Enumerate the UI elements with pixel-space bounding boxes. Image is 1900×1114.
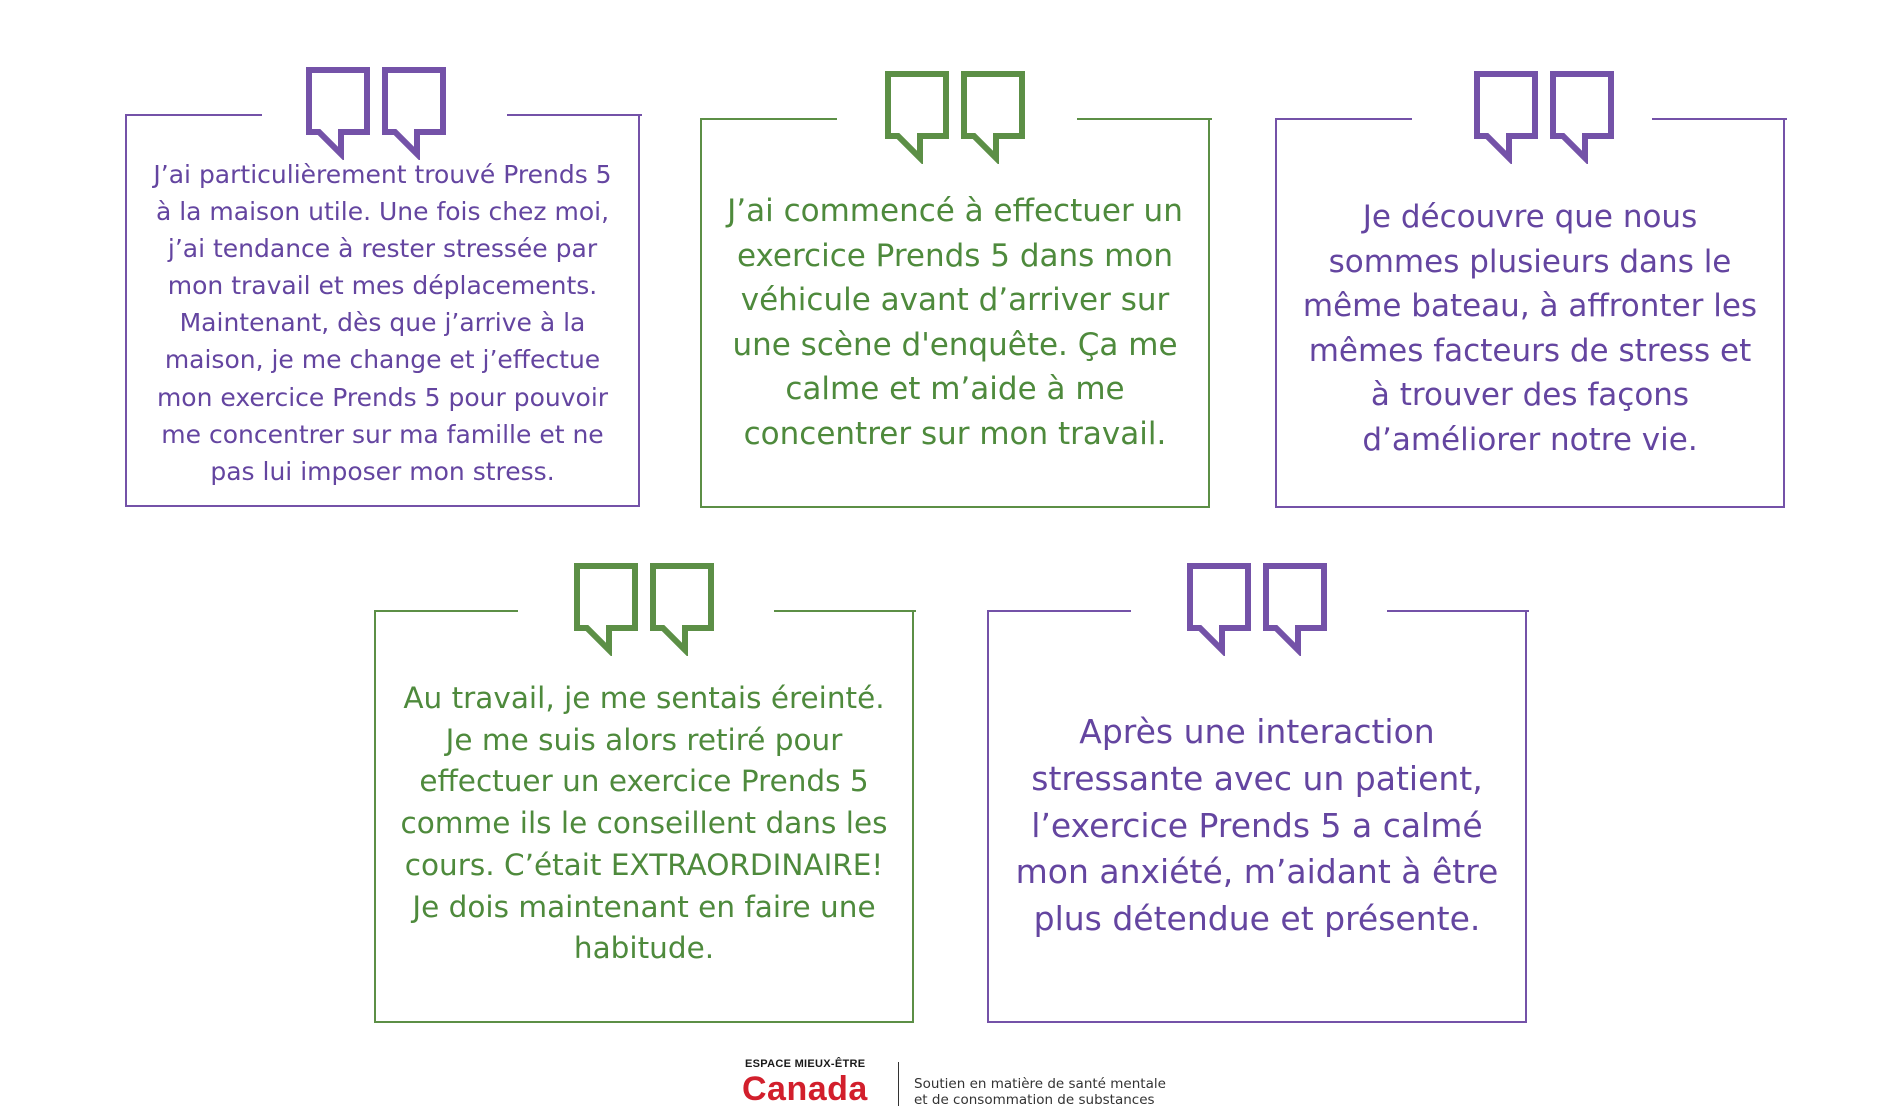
quote-line: à trouver des façons: [1370, 377, 1690, 413]
card-top-border: [507, 114, 642, 116]
wellness-canada-logo: [740, 1058, 1220, 1108]
card-top-border: [1387, 610, 1529, 612]
card-top-border: [1077, 118, 1212, 120]
quote-line: mon anxiété, m’aidant à être: [1015, 852, 1499, 892]
testimonial-quote: [1285, 195, 1775, 462]
quote-line: à la maison utile. Une fois chez moi,: [155, 197, 610, 227]
testimonial-quote: [384, 678, 904, 970]
card-top-border: [1652, 118, 1787, 120]
testimonial-card-4: [374, 610, 914, 1023]
quote-line: comme ils le conseillent dans les: [400, 806, 888, 841]
quote-line: mon travail et mes déplacements.: [167, 271, 598, 301]
testimonial-card-1: [125, 114, 640, 507]
testimonial-quote: [135, 156, 630, 490]
logo-subtitle: [914, 1076, 1166, 1108]
quote-line: J’ai commencé à effectuer un: [727, 193, 1183, 229]
quote-line: habitude.: [573, 931, 715, 966]
quote-line: Je me suis alors retiré pour: [445, 722, 843, 757]
speech-quote-icon: [884, 70, 1030, 164]
quote-line: pas lui imposer mon stress.: [210, 456, 555, 486]
card-top-border: [127, 114, 262, 116]
speech-quote-icon: [1186, 562, 1332, 656]
quote-line: calme et m’aide à me: [785, 371, 1125, 407]
quote-line: Maintenant, dès que j’arrive à la: [179, 308, 586, 338]
quote-line: stressante avec un patient,: [1031, 758, 1483, 798]
quote-line: maison, je me change et j’effectue: [164, 345, 601, 375]
quote-line: J’ai particulièrement trouvé Prends 5: [153, 160, 612, 189]
quote-line: l’exercice Prends 5 a calmé: [1031, 805, 1483, 845]
testimonial-card-3: [1275, 118, 1785, 508]
quote-line: me concentrer sur ma famille et ne: [161, 419, 604, 449]
quote-line: mêmes facteurs de stress et: [1308, 332, 1752, 369]
quote-line: Au travail, je me sentais éreinté.: [403, 681, 885, 715]
quote-line: Je découvre que nous: [1362, 199, 1698, 235]
quote-line: même bateau, à affronter les: [1302, 288, 1758, 324]
quote-line: mon exercice Prends 5 pour pouvoir: [156, 382, 609, 412]
speech-quote-icon: [305, 66, 451, 160]
testimonial-card-2: [700, 118, 1210, 508]
quote-line: concentrer sur mon travail.: [743, 415, 1167, 452]
quote-line: exercice Prends 5 dans mon: [736, 237, 1173, 274]
testimonial-quote: [710, 189, 1200, 456]
quote-line: j’ai tendance à rester stressée par: [167, 234, 598, 264]
quote-line: effectuer un exercice Prends 5: [419, 764, 869, 799]
logo-divider: [898, 1062, 899, 1106]
card-top-border: [1277, 118, 1412, 120]
quote-line: sommes plusieurs dans le: [1328, 243, 1732, 280]
card-top-border: [702, 118, 837, 120]
logo-subtitle-line: Soutien en matière de santé mentale: [914, 1076, 1166, 1092]
card-top-border: [989, 610, 1131, 612]
logo-subtitle-line: et de consommation de substances: [914, 1092, 1155, 1108]
quote-line: véhicule avant d’arriver sur: [740, 282, 1170, 318]
quote-line: Après une interaction: [1079, 712, 1435, 751]
quote-line: d’améliorer notre vie.: [1362, 421, 1698, 458]
testimonial-quote: [997, 709, 1517, 943]
quote-line: plus détendue et présente.: [1033, 899, 1481, 939]
logo-brand-small: ESPACE MIEUX-ÊTRE: [745, 1058, 866, 1070]
speech-quote-icon: [573, 562, 719, 656]
card-top-border: [774, 610, 916, 612]
card-top-border: [376, 610, 518, 612]
speech-quote-icon: [1473, 70, 1619, 164]
quote-line: cours. C’était EXTRAORDINAIRE!: [404, 847, 884, 882]
quote-line: Je dois maintenant en faire une: [412, 889, 876, 924]
testimonial-card-5: [987, 610, 1527, 1023]
logo-brand-canada: Canada: [742, 1070, 868, 1108]
quote-line: une scène d'enquête. Ça me: [732, 326, 1178, 363]
